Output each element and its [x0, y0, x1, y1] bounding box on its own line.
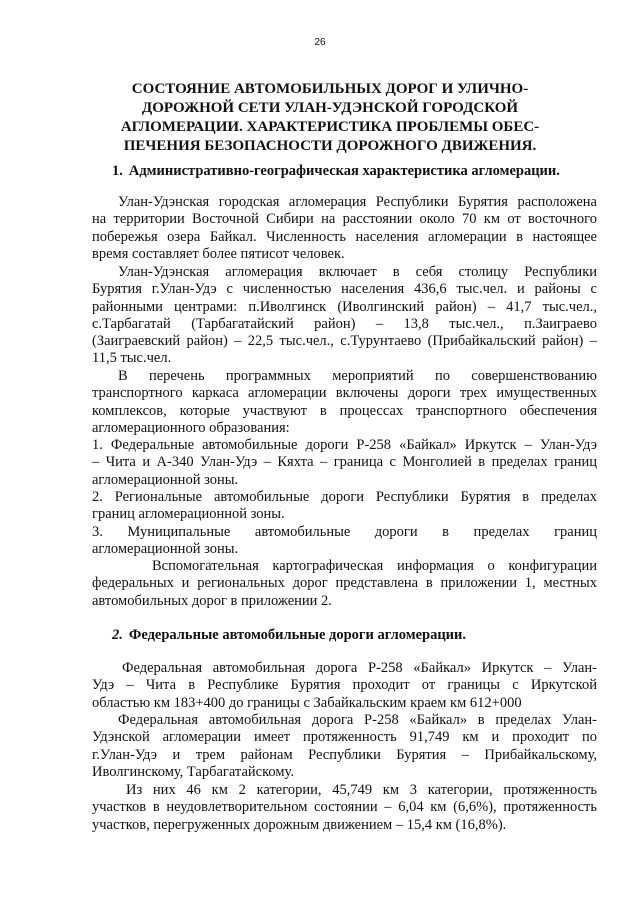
paragraph-program-list [92, 368, 597, 437]
text-line: участков, перегруженных дорожным движением – 15,4 км (16,8%). [92, 816, 507, 833]
list-item-municipal-roads [92, 524, 597, 559]
text-line: с.Тарбагатай (Тарбагатайский район) – 13,8 тыс.чел., п.Заиграево [92, 315, 597, 332]
title-line: СОСТОЯНИЕ АВТОМОБИЛЬНЫХ ДОРОГ И УЛИЧНО- [131, 81, 529, 97]
text-line: 11,5 тыс.чел. [92, 350, 172, 367]
text-line: агломерационного образования: [92, 419, 290, 436]
text-line: федеральных и региональных дорог представлена в приложении 1, местных [92, 575, 597, 592]
section-1-number: 1. [112, 163, 123, 179]
text-line: г.Улан-Удэ и трем районам Республики Бурятия – Прибайкальскому, [92, 746, 597, 763]
text-line: агломерационной зоны. [92, 471, 239, 488]
text-line: побережья озера Байкал. Численность населения агломерации в настоящее [92, 228, 597, 245]
text-line: Федеральная автомобильная дорога Р-258 «Байкал» в пределах Улан- [118, 712, 597, 728]
paragraph-map-info [92, 558, 597, 610]
section-2-title: Федеральные автомобильные дороги агломерации. [128, 627, 467, 643]
text-line: Иволгинскому, Тарбагатайскому. [92, 763, 294, 780]
text-line: Улан-Удэнская городская агломерация Республики Бурятия расположена [118, 194, 597, 210]
text-line: Удэнской агломерации имеет протяженность 91,749 км и проходит по [92, 729, 597, 746]
title-line: ДОРОЖНОЙ СЕТИ УЛАН-УДЭНСКОЙ ГОРОДСКОЙ [141, 100, 519, 116]
paragraph-road-length [92, 712, 597, 781]
paragraph-location [92, 194, 597, 263]
list-item-regional-roads [92, 489, 597, 524]
text-line: автомобильных дорог в приложении 2. [92, 592, 332, 609]
page-number: 26 [314, 37, 326, 48]
section-2-number: 2. [112, 627, 123, 643]
list-item-federal-roads [92, 437, 597, 489]
text-line: 2. Региональные автомобильные дороги Республики Бурятия в пределах [92, 489, 597, 505]
paragraph-composition [92, 264, 597, 368]
text-line: Федеральная автомобильная дорога Р-258 «Байкал» Иркутск – Улан- [122, 660, 597, 676]
text-line: В перечень программных мероприятий по совершенствованию [118, 368, 597, 384]
text-line: на территории Восточной Сибири на расстоянии около 70 км от восточного [92, 211, 597, 228]
text-line: 3. Муниципальные автомобильные дороги в пределах границ [92, 524, 597, 540]
text-line: Удэ – Чита в Республике Бурятия проходит от границы с Иркутской [92, 677, 597, 694]
title-line: АГЛОМЕРАЦИИ. ХАРАКТЕРИСТИКА ПРОБЛЕМЫ ОБЕС- [120, 119, 540, 135]
text-line: Улан-Удэнская агломерация включает в себя столицу Республики [118, 264, 597, 280]
text-line: (Заиграевский район) – 22,5 тыс.чел., с.Турунтаево (Прибайкальский район) – [92, 333, 597, 350]
text-line: Бурятия г.Улан-Удэ с численностью населения 436,6 тыс.чел. и районы с [92, 281, 597, 298]
title-line: ПЕЧЕНИЯ БЕЗОПАСНОСТИ ДОРОЖНОГО ДВИЖЕНИЯ. [123, 138, 537, 154]
text-line: 1. Федеральные автомобильные дороги Р-258 «Байкал» Иркутск – Улан-Удэ [92, 437, 597, 453]
text-line: областью км 183+400 до границы с Забайкальским краем км 612+000 [92, 694, 522, 711]
text-line: Вспомогательная картографическая информация о конфигурации [152, 558, 597, 574]
text-line: участков в неудовлетворительном состоянии – 6,04 км (6,6%), протяженность [92, 799, 597, 816]
text-line: агломерационной зоны. [92, 541, 239, 558]
section-1-heading [112, 163, 560, 180]
paragraph-road-categories [92, 782, 597, 834]
text-line: – Чита и А-340 Улан-Удэ – Кяхта – граница с Монголией в пределах границ [92, 454, 597, 471]
text-line: границ агломерационной зоны. [92, 506, 285, 523]
section-1-title: Административно-географическая характеристика агломерации. [128, 163, 560, 179]
text-line: Из них 46 км 2 категории, 45,749 км 3 категории, протяженность [126, 782, 597, 798]
text-line: время составляет более пятисот человек. [92, 245, 345, 262]
text-line: транспортного каркаса агломерации включены дороги трех имущественных [92, 385, 597, 402]
document-title [120, 80, 540, 156]
text-line: комплексов, которые участвуют в процессах транспортного обеспечения [92, 402, 597, 419]
paragraph-road-route [92, 660, 597, 712]
section-2-heading [112, 627, 466, 644]
text-line: районными центрами: п.Иволгинск (Иволгинский район) – 41,7 тыс.чел., [92, 298, 597, 315]
